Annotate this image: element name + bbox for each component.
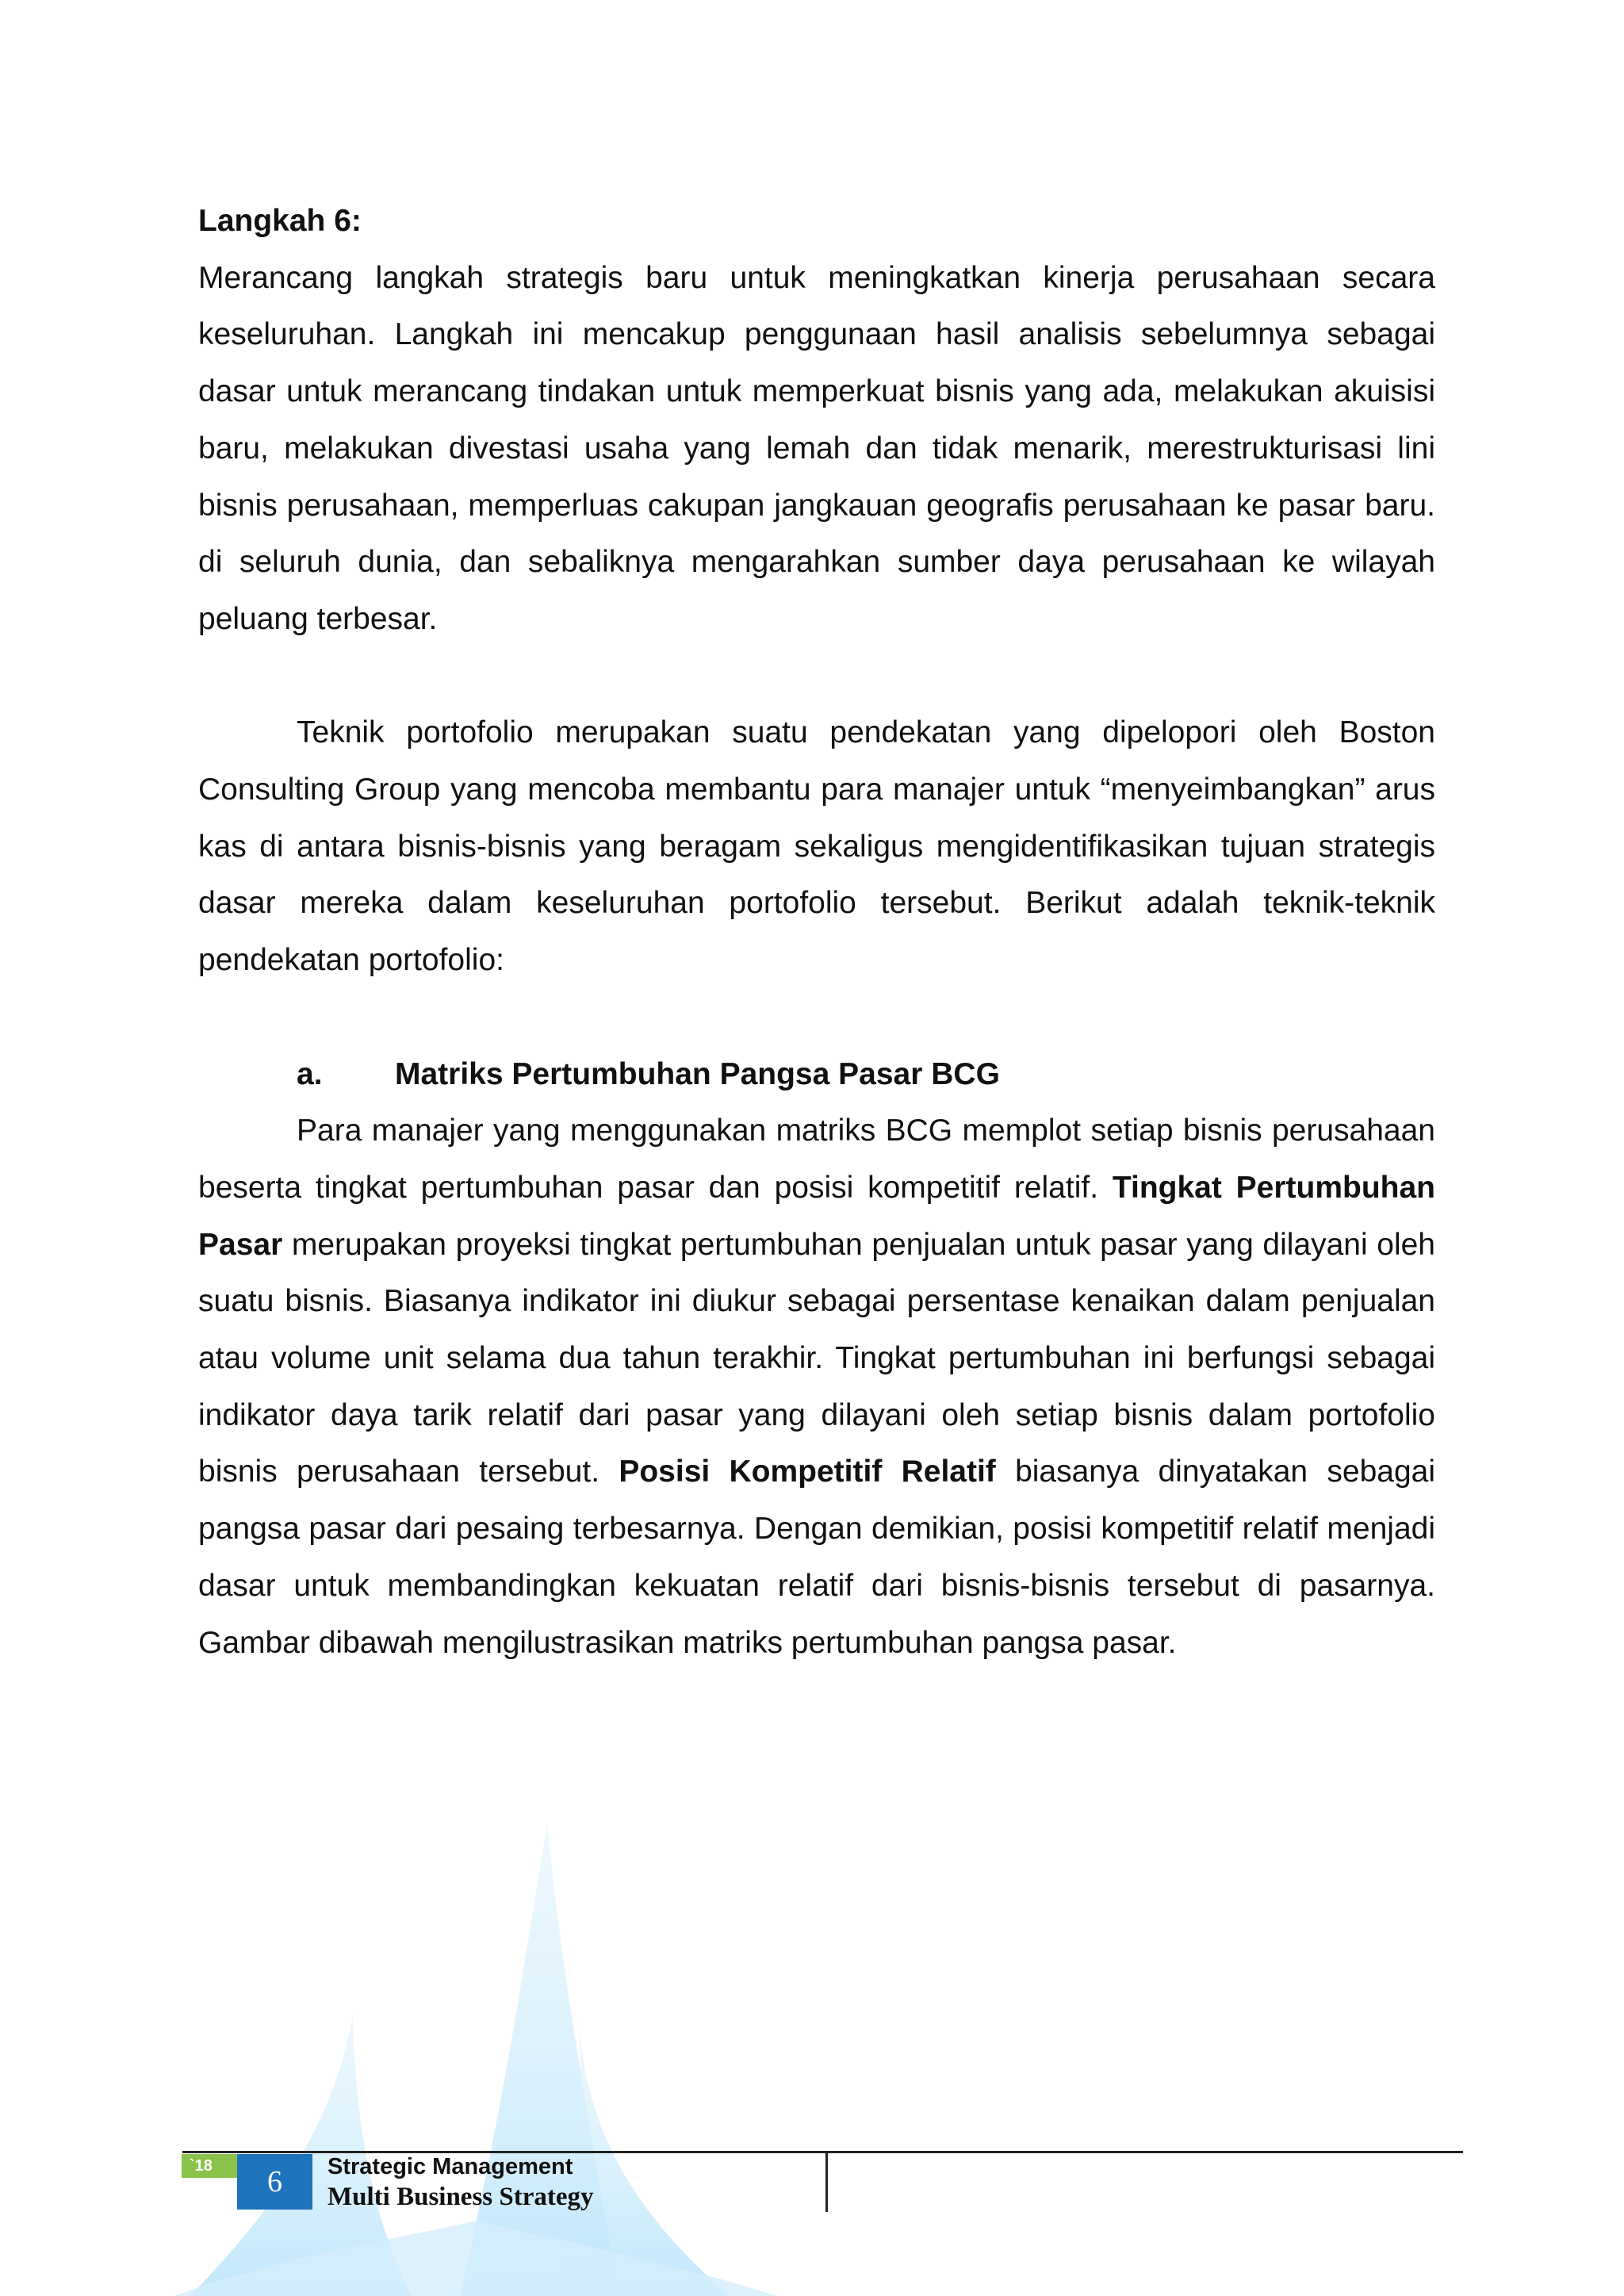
portfolio-paragraph: Teknik portofolio merupakan suatu pendekatan yang dipelopori oleh Boston Consulting Group yang mencoba membantu para manajer untuk “menyeimbangkan” arus kas di antara bisnis-bisnis yang beragam sekaligus mengidentifikasikan tujuan strategis dasar mereka dalam keseluruhan portofolio tersebut. Berikut adalah teknik-teknik pendekatan portofolio:	[198, 715, 1435, 978]
footer-title-line2: Multi Business Strategy	[327, 2183, 594, 2211]
subsection-paragraph	[198, 1102, 1435, 1671]
paragraph-text-2: merupakan proyeksi tingkat pertumbuhan penjualan untuk pasar yang dilayani oleh suatu bisnis. Biasanya indikator ini diukur sebagai persentase kenaikan dalam penjualan atau volume unit selama dua tahun terakhir. Tingkat pertumbuhan ini berfungsi sebagai indikator daya tarik relatif dari pasar yang dilayani oleh setiap bisnis dalam portofolio bisnis perusahaan tersebut.	[198, 1227, 1435, 1489]
subsection-heading	[198, 1046, 1435, 1103]
term-tingkat-pertumbuhan-pasar: Tingkat Pertumbuhan Pasar	[198, 1170, 1435, 1262]
watermark-logo	[174, 1824, 777, 2296]
paragraph-text-3: biasanya dinyatakan sebagai pangsa pasar dari pesaing terbesarnya. Dengan demikian, posisi kompetitif relatif menjadi dasar untuk membandingkan kekuatan relatif dari bisnis-bisnis tersebut di pasarnya. Gambar dibawah mengilustrasikan matriks pertumbuhan pangsa pasar.	[198, 1455, 1435, 1660]
footer-divider	[825, 2152, 828, 2212]
term-posisi-kompetitif-relatif: Posisi Kompetitif Relatif	[619, 1455, 996, 1489]
subsection-marker: a.	[297, 1056, 323, 1091]
section-heading: Langkah 6:	[198, 204, 362, 238]
main-content	[198, 193, 1435, 1671]
footer-title-line1: Strategic Management	[327, 2154, 573, 2179]
footer-year-badge: `18	[182, 2154, 237, 2178]
footer-page-number: 6	[237, 2154, 312, 2210]
section-body: Merancang langkah strategis baru untuk meningkatkan kinerja perusahaan secara keseluruhan. Langkah ini mencakup penggunaan hasil analisis sebelumnya sebagai dasar untuk merancang tindakan untuk memperkuat bisnis yang ada, melakukan akuisisi baru, melakukan divestasi usaha yang lemah dan tidak menarik, merestrukturisasi lini bisnis perusahaan, memperluas cakupan jangkauan geografis perusahaan ke pasar baru. di seluruh dunia, dan sebaliknya mengarahkan sumber daya perusahaan ke wilayah peluang terbesar.	[198, 260, 1435, 636]
subsection-title: Matriks Pertumbuhan Pangsa Pasar BCG	[395, 1056, 1000, 1091]
paragraph-text-1: Para manajer yang menggunakan matriks BCG memplot setiap bisnis perusahaan beserta tingkat pertumbuhan pasar dan posisi kompetitif relatif.	[198, 1114, 1435, 1205]
